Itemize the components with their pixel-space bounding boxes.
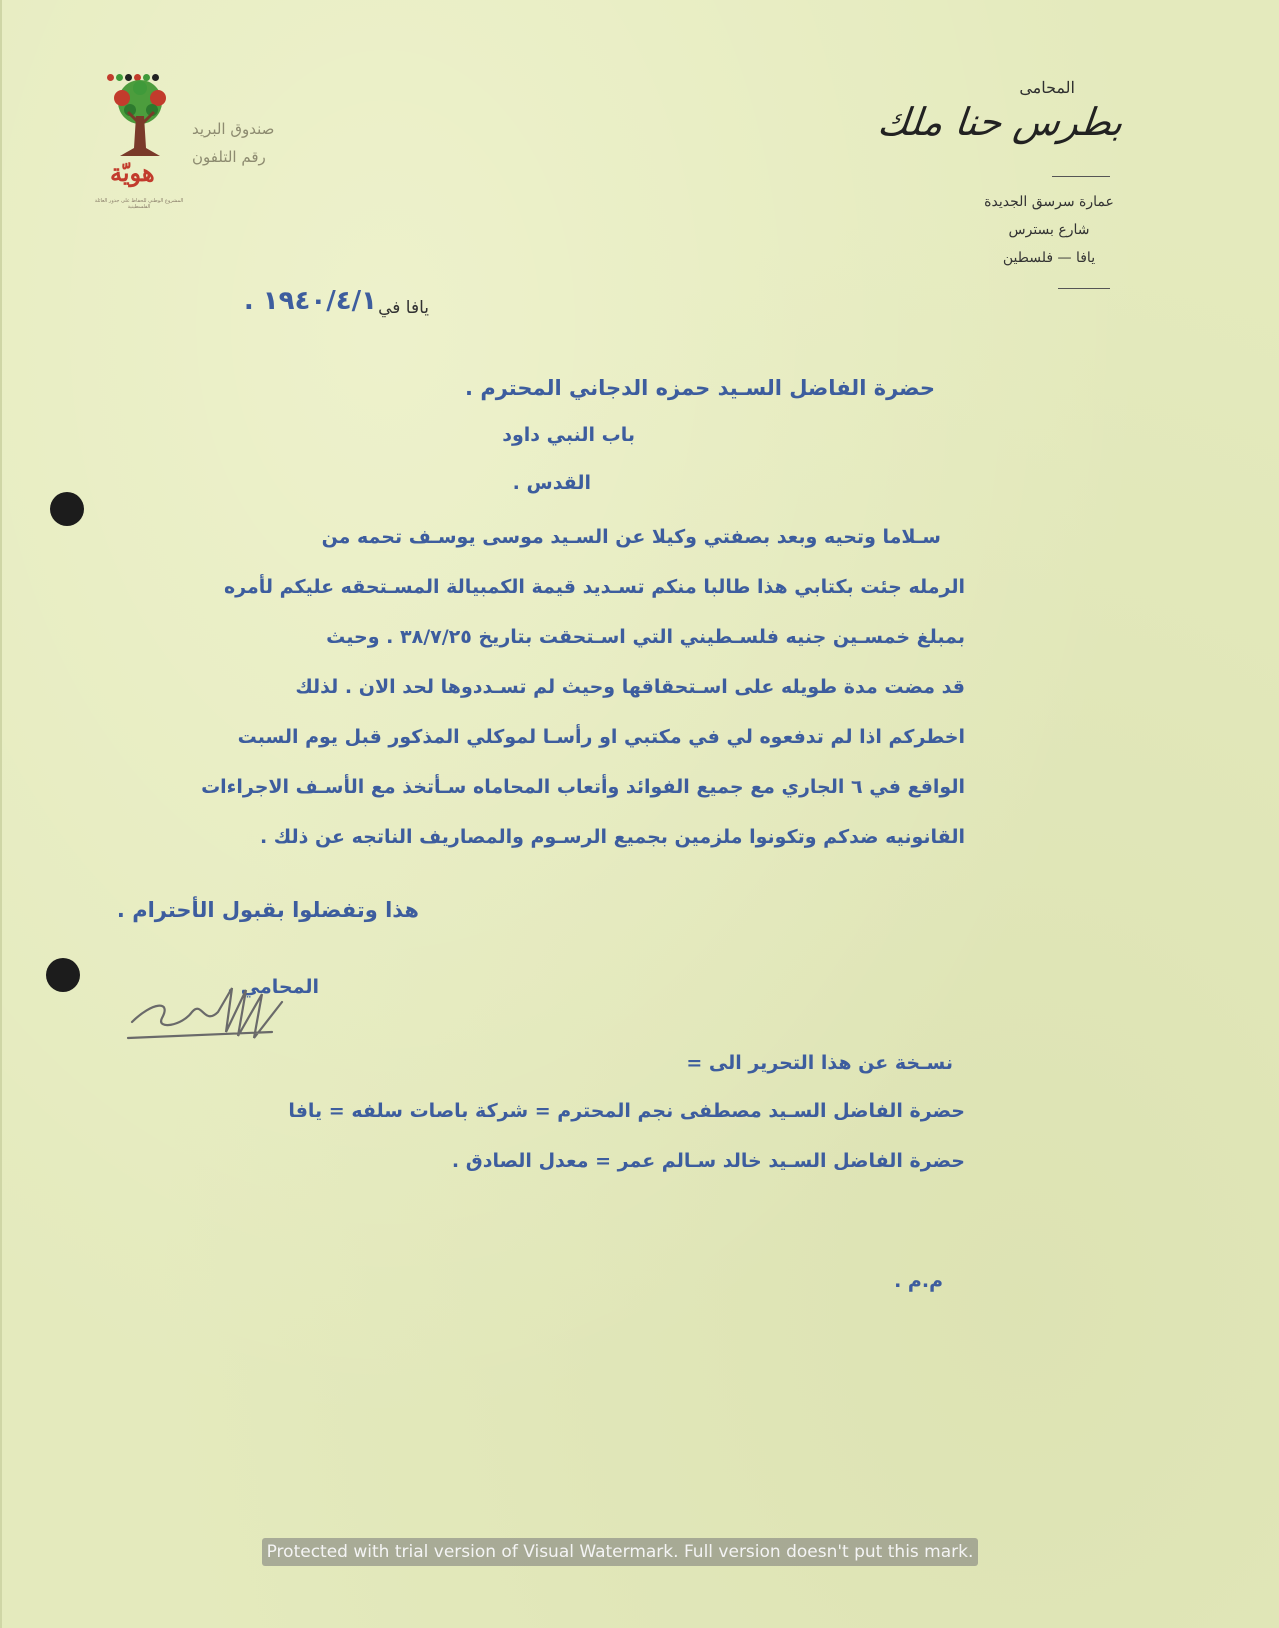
body-line-3: بمبلغ خمسـين جنيه فلسـطيني التي اسـتحقت بتاريخ ٣٨/٧/٢٥ . وحيث (326, 626, 965, 648)
address-line-2: شارع بسترس (1008, 222, 1090, 238)
header-rule-bottom (1058, 288, 1110, 289)
logo-caption: المشروع الوطني للحفاظ على جذور العائلة الفلسطينية (94, 198, 184, 210)
address-line-1: عمارة سرسق الجديدة (984, 194, 1114, 210)
addressee-street: باب النبي داود (502, 424, 635, 446)
copy-line-2: حضرة الفاضل السـيد خالد سـالم عمر = معدل الصادق . (451, 1150, 965, 1172)
body-line-4: قد مضت مدة طويله على اسـتحقاقها وحيث لم تسـددوها لحد الان . لذلك (295, 676, 965, 698)
body-line-5: اخطركم اذا لم تدفعوه لي في مكتبي او رأسـا لموكلي المذكور قبل يوم السبت (237, 726, 965, 748)
phone-label: رقم التلفون (192, 148, 266, 166)
addressee-city: القدس . (512, 472, 591, 494)
copy-line-1: حضرة الفاضل السـيد مصطفى نجم المحترم = شركة باصات سلفه = يافا (288, 1100, 965, 1122)
typist-initials: م.م . (894, 1270, 943, 1292)
letter-date: ١٩٤٠/٤/١ . (243, 286, 377, 316)
body-line-2: الرمله جئت بكتابي هذا طالبا منكم تسـديد قيمة الكمبيالة المسـتحقه عليكم لأمره (223, 576, 965, 598)
body-line-6: الواقع في ٦ الجاري مع جميع الفوائد وأتعاب المحاماه سـأتخذ مع الأسـف الاجراءات (201, 776, 965, 798)
logo-wordmark: هويّة (110, 158, 155, 187)
body-line-7: القانونيه ضدكم وتكونوا ملزمين بجميع الرسـوم والمصاريف الناتجه عن ذلك . (259, 826, 965, 848)
date-prefix: يافا في (378, 298, 429, 318)
address-line-3: يافا — فلسطين (1002, 250, 1096, 266)
closing-line: هذا وتفضلوا بقبول الأحترام . (116, 898, 419, 922)
trial-watermark: Protected with trial version of Visual Watermark. Full version doesn't put this mark. (262, 1538, 978, 1566)
body-line-1: سـلاما وتحيه وبعد بصفتي وكيلا عن السـيد موسى يوسـف تحمه من (321, 526, 941, 548)
addressee: حضرة الفاضل السـيد حمزه الدجاني المحترم . (465, 376, 935, 400)
lawyer-title: المحامى (1019, 78, 1075, 97)
lawyer-name: بطرس حنا ملك (875, 100, 1126, 144)
header-rule-top (1052, 176, 1110, 177)
hawiya-logo (94, 62, 194, 232)
handwritten-signature (122, 982, 302, 1052)
punch-hole-bottom (46, 958, 80, 992)
tree-icon (100, 76, 180, 162)
pobox-label: صندوق البريد (192, 120, 275, 138)
punch-hole-top (50, 492, 84, 526)
copy-heading: نسـخة عن هذا التحرير الى = (686, 1052, 953, 1074)
signoff: المحامي . (226, 976, 319, 998)
